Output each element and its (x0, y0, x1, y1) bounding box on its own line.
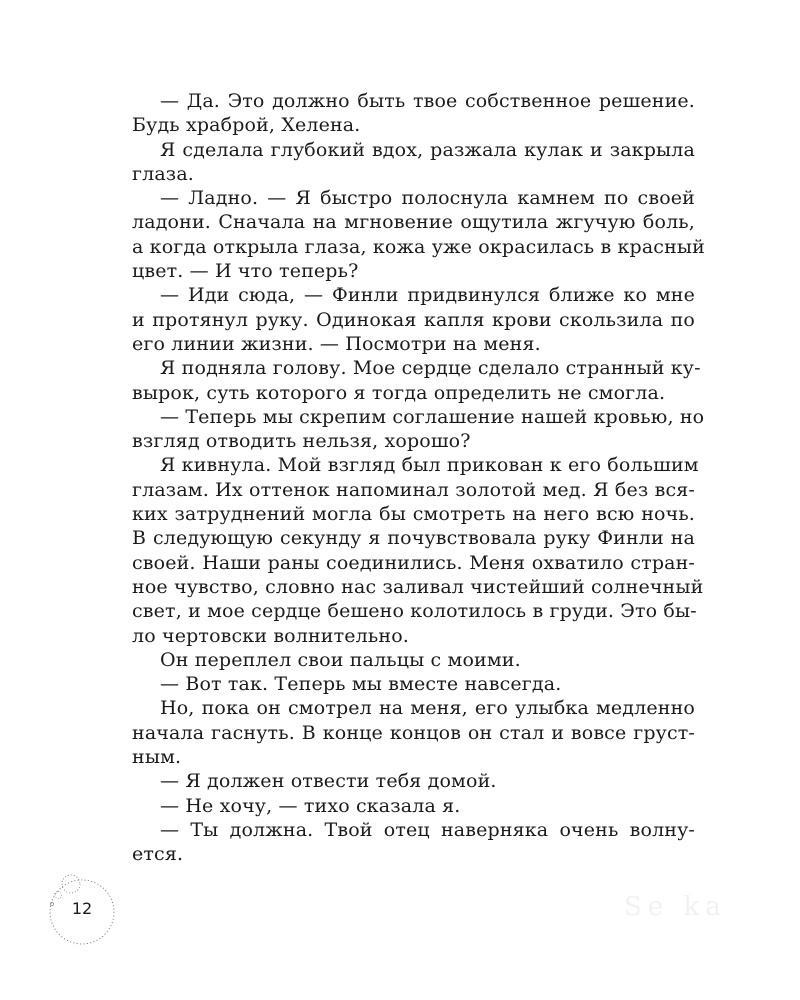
text-line: взгляд отводить нельзя, хорошо? (132, 430, 471, 453)
text-line: ным. (132, 746, 182, 769)
text-line: глаза. (132, 162, 194, 185)
text-line: начала гаснуть. В конце концов он стал и вовсе груст- (132, 721, 695, 744)
text-line: ких затруднений могла бы смотреть на него всю ночь. (132, 503, 695, 526)
text-line: В следующую секунду я почувствовала руку Финли на (132, 527, 695, 550)
text-line: ное чувство, словно нас заливал чистейший солнечный (132, 575, 704, 598)
watermark-text: Se ka (624, 892, 727, 922)
text-line: — Теперь мы скрепим соглашение нашей кровью, но (160, 405, 705, 428)
text-line: Я кивнула. Мой взгляд был прикован к его большим (160, 454, 699, 477)
text-line: вырок, суть которого я тогда определить не смогла. (132, 381, 666, 404)
body-text (132, 89, 705, 867)
text-line: Будь храброй, Хелена. (132, 114, 361, 137)
text-line: — Ладно. — Я быстро полоснула камнем по своей (160, 187, 695, 210)
text-line: ладони. Сначала на мгновение ощутила жгучую боль, (132, 211, 695, 234)
text-line: его линии жизни. — Посмотри на меня. (132, 332, 541, 355)
text-line: Я подняла голову. Мое сердце сделало странный ку- (160, 357, 701, 380)
text-line: и протянул руку. Одинокая капля крови скользила по (132, 308, 695, 331)
text-line: — Вот так. Теперь мы вместе навсегда. (160, 673, 562, 696)
text-line: — Не хочу, — тихо сказала я. (160, 794, 461, 817)
text-line: Я сделала глубокий вдох, разжала кулак и закрыла (160, 138, 695, 161)
text-line: ется. (132, 843, 184, 866)
text-line: своей. Наши раны соединились. Меня охватило стран- (132, 551, 695, 574)
text-line: цвет. — И что теперь? (132, 260, 359, 283)
text-line: — Ты должна. Твой отец наверняка очень волну- (160, 818, 695, 841)
text-line: — Иди сюда, — Финли придвинулся ближе ко мне (160, 284, 695, 307)
text-line: глазам. Их оттенок напоминал золотой мед. Я без вся- (132, 478, 695, 501)
text-line: — Да. Это должно быть твое собственное решение. (160, 90, 695, 112)
text-line: Но, пока он смотрел на меня, его улыбка медленно (160, 697, 695, 720)
page-number: 12 (71, 899, 93, 918)
text-line: Он переплел свои пальцы с моими. (160, 648, 521, 671)
text-line: а когда открыла глаза, кожа уже окрасилась в красный (132, 235, 705, 258)
text-line: ло чертовски волнительно. (132, 624, 409, 647)
text-line: свет, и мое сердце бешено колотилось в груди. Это бы- (132, 600, 697, 623)
text-line: — Я должен отвести тебя домой. (160, 770, 497, 793)
